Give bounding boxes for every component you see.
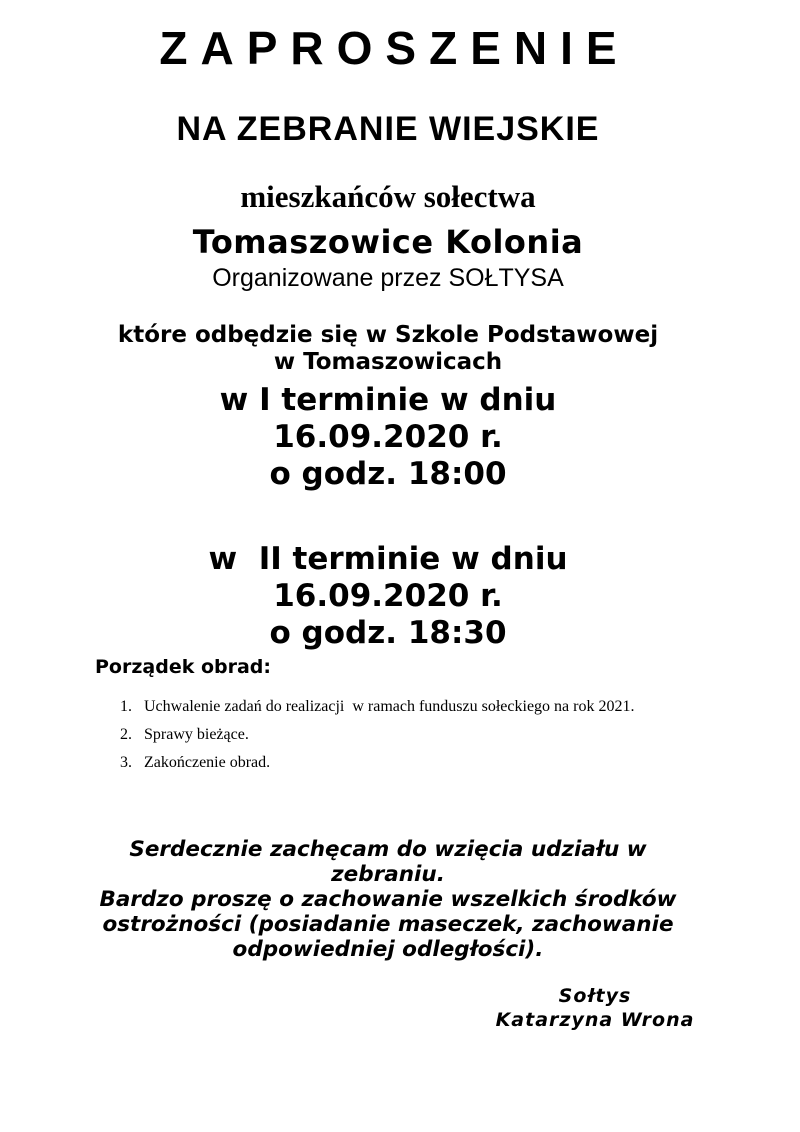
agenda-heading: Porządek obrad:	[95, 656, 272, 678]
agenda-item-text: Uchwalenie zadań do realizacji w ramach funduszu sołeckiego na rok 2021.	[144, 698, 635, 715]
agenda-item	[136, 755, 718, 771]
closing-paragraph	[58, 837, 718, 962]
signature-name: Katarzyna Wrona	[495, 1009, 695, 1031]
document-content	[58, 0, 718, 1032]
signature-role: Sołtys	[558, 985, 632, 1007]
page-subtitle: NA ZEBRANIE WIEJSKIE	[176, 110, 600, 148]
first-term-label: w I terminie w dniu	[219, 382, 557, 418]
first-term-block	[58, 382, 718, 493]
second-term-date: 16.09.2020 r.	[273, 578, 503, 614]
second-term-time: o godz. 18:30	[269, 615, 507, 651]
organizer-line: Organizowane przez SOŁTYSA	[212, 264, 564, 292]
audience-line: mieszkańców sołectwa	[240, 179, 536, 214]
page-title: ZAPROSZENIE	[159, 22, 630, 74]
agenda-item-text: Sprawy bieżące.	[144, 726, 249, 743]
closing-line: ostrożności (posiadanie maseczek, zachowanie	[102, 912, 674, 937]
location-block	[58, 322, 718, 376]
first-term-date: 16.09.2020 r.	[273, 419, 503, 455]
agenda-item	[136, 699, 718, 715]
agenda-item-text: Zakończenie obrad.	[144, 754, 271, 771]
agenda-item	[136, 727, 718, 743]
closing-line: zebraniu.	[331, 862, 445, 887]
location-line-2: w Tomaszowicach	[273, 349, 503, 375]
closing-line: odpowiedniej odległości).	[232, 937, 544, 962]
closing-line: Serdecznie zachęcam do wzięcia udziału w	[129, 837, 647, 862]
signature-block	[445, 984, 745, 1032]
first-term-time: o godz. 18:00	[269, 456, 507, 492]
location-line-1: które odbędzie się w Szkole Podstawowej	[117, 322, 659, 348]
agenda-list	[58, 699, 718, 771]
closing-line: Bardzo proszę o zachowanie wszelkich środków	[99, 887, 677, 912]
second-term-label: w II terminie w dniu	[208, 541, 568, 577]
village-name: Tomaszowice Kolonia	[192, 223, 584, 261]
second-term-block	[58, 541, 718, 652]
